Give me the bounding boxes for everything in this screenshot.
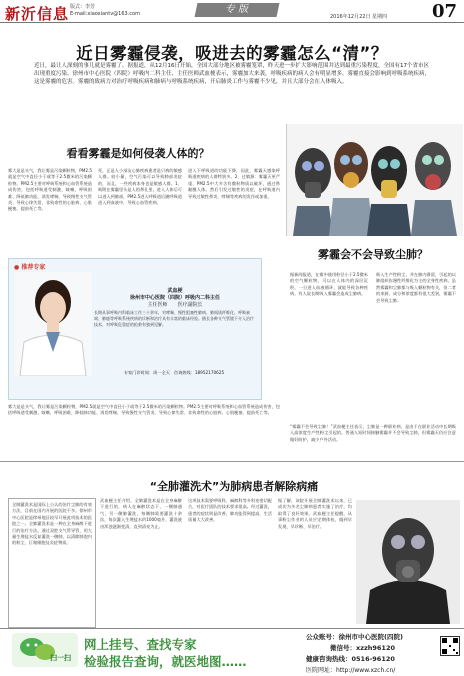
- subhead-lung-lavage: “全肺灌洗术”为肺病患者解除病痛: [149, 480, 319, 493]
- wechat-id: 微信号：xzzh96120: [330, 644, 395, 652]
- subhead-invasion: 看看雾霾是如何侵袭人体的？: [66, 147, 210, 160]
- section-label: 专 版: [195, 3, 280, 17]
- gas-mask-figures: [287, 124, 463, 236]
- body-right-2: 吸入生产性粉尘，并在肺内滞留，引起的以肺组织弥漫性纤维化为主的全身性疾病。虽然雾霾和尘肺都与吸入颗粒物有关，但二者的来源、成分和浓度都有很大差别，雾霾不会导致尘肺。: [376, 272, 456, 303]
- expert-title: 主任医师 医疗副院长: [147, 302, 203, 308]
- health-hotline: 健康咨询热线：0516-96120: [306, 655, 395, 663]
- sidebar-box: [8, 498, 96, 628]
- lead-paragraph: 近日，最让人深刻的事儿就是雾霾了。据报道，从12月16日开始，全国大部分地区被雾霾笼罩，昨天进一步扩大影响范围并达到最重污染程度，全国有17个省市区出现重度污染。徐州市中心医院（四院）呼吸内二科主任、主任医师武血梗表示，雾霾加大来袭，呼吸疾病的病人会有明显增多，雾霾直接会影响到呼吸系统疾病，这是雾霾的危害。雾霾的致病力对治疗呼吸疾病和肺病与呼吸系统疾病，开启肺炎工作与雾霾不少见，并且大部分会在人体吸入。: [34, 63, 431, 85]
- expert-name-block: [100, 288, 250, 309]
- expert-photo: [14, 272, 92, 376]
- expert-hospital: 徐州市中心医院（四院）呼吸内二科主任: [129, 295, 220, 301]
- expert-name: 武血梗: [167, 288, 183, 294]
- gas-mask-illustration: [286, 124, 463, 236]
- editor-name: 版式：李芳: [70, 4, 96, 10]
- page-number: 07: [432, 1, 458, 22]
- editor-email: E-mail:xiaoxiantv@163.com: [70, 11, 140, 17]
- doctor-portrait: [14, 272, 92, 376]
- issue-date: 2016年12月22日 星期四: [330, 14, 388, 20]
- body-low-2: 这项技术需要呼吸科、麻醉科等多科室密切配合，对医疗团队的技术要求很高。经过灌洗，患者的症状明显改善，肺功能得到提高，生活质量大大改善。: [188, 498, 272, 523]
- body-low-3: 据了解，该院开展全肺灌洗术以来，已成功为多名尘肺病患者实施了治疗，均取得了良好效果。武血梗主任提醒，从事粉尘作业的人员应定期体检，做到早发现、早诊断、早治疗。: [278, 498, 352, 529]
- ad-slogan-1: 网上挂号、查找专家: [84, 637, 197, 652]
- gas-mask-portrait: [356, 500, 460, 624]
- scan-caption: 扫一扫: [50, 654, 71, 662]
- qr-promo[interactable]: [12, 633, 78, 667]
- clinic-time: 专家门诊时间：周一全天: [123, 370, 170, 375]
- body-low-1: 武血梗主任介绍，全肺灌洗术是在全身麻醉下进行的，病人在麻醉状态下，一侧肺通气，另一侧肺灌洗，每侧肺需要灌洗十余次，每次灌入生理盐水约1000毫升，灌洗液由浑浊逐渐变清，直到清亮为止。: [100, 498, 182, 529]
- body-right-3: “雾霾不会导致尘肺！”武血梗主任表示，尘肺是一种职业病，是由于在职业活动中长期吸入高浓度生产性粉尘引起的。普通人短时间接触雾霾并不会导致尘肺，但雾霾天仍应注意做好防护，减少户外活动。: [290, 424, 456, 442]
- section-divider: [0, 461, 464, 462]
- newspaper-logo: 新沂信息: [5, 5, 70, 23]
- body-column-1: 雾大是是头气，我让雾是污染颗粒物，PM2.5就是空气中直径小于或等于2.5微米的污染颗粒物。PM2.5主要对呼吸系统和心血管系统造成伤害，包括呼吸道受刺激、咳嗽、呼吸困难、降低肺功能、诱发哮喘、导致慢性支气管炎、导致心律失常、非致命性的心脏病、心肌梗塞、提前死亡等。: [8, 168, 92, 212]
- ad-slogan-2: 检验报告查询，就医地图……: [84, 654, 247, 669]
- hospital-website[interactable]: 医院网址：http://www.xzch.cn/: [306, 667, 396, 674]
- consult-phone: 咨询热线：18952170625: [173, 370, 225, 375]
- expert-bio: 长期从事呼吸内科临床工作三十余年，对哮喘、慢性阻塞性肺病、肺间质纤维化、呼吸衰竭、肺癌等呼吸系统疾病的诊断和治疗具有丰富的临床经验。擅长各种支气管镜下介入治疗技术，对呼吸危重症的抢救有独到见解。: [94, 310, 254, 327]
- body-continued: 雾大是是头气，我让雾是污染颗粒物，PM2.5就是空气中直径小于或等于2.5微米的污染颗粒物。PM2.5主要对呼吸系统和心血管系统造成伤害，包括呼吸道受刺激、咳嗽、呼吸困难、降低肺功能、诱发哮喘、导致慢性支气管炎、导致心律失常、非致命性的心脏病、心肌梗塞、提前死亡等。: [8, 404, 280, 416]
- wechat-account: 公众账号：徐州市中心医院(四院): [306, 633, 403, 641]
- body-right-1: 据新闻报道，在雾中使用粒径小于2.5微米的空气颗粒物，可以在人体内的深层沉积，一旦进入血液循环，就能导致各种疾病。有人说长期吸入雾霾会造成尘肺病。: [290, 272, 368, 297]
- ad-contact-info: [306, 632, 456, 676]
- qr-pattern: [441, 637, 459, 655]
- recommended-expert-tag: ● 推荐专家: [14, 264, 46, 271]
- headline: 近日雾霾侵袭，吸进去的雾霾怎么“清”？: [76, 44, 388, 63]
- body-column-3: 进入下呼吸道的功能下降，因此，雾霾天感染呼吸道疾病的人群特别多。2、过敏源：雾霾天更严重，PM2.5中大多含有微粒物质以破坏，通过鼻黏膜人体。然后引发过敏性的炎症，在呼吸道内导致过敏性鼻炎、哮喘等疾病的发作或加重。: [188, 168, 280, 199]
- qr-code-icon[interactable]: [440, 636, 460, 656]
- subhead-pneumoconiosis: 雾霾会不会导致尘肺？: [318, 248, 428, 261]
- expert-contact: [94, 370, 254, 376]
- sidebar-box-text: 全肺灌洗术是国际上公认的治疗尘肺的有效方法，目前在国内开展的医院不多。徐州市中心医院是徐州地区较早开展此项技术的医院之一。全肺灌洗术是一种在全身麻醉下进行的治疗方法，通过双腔支气管导管，用大量生理盐水反复灌洗一侧肺，以清除肺泡内的粉尘、巨噬细胞及炎症物质。: [12, 502, 92, 546]
- editor-info: [70, 4, 140, 18]
- patient-mask-photo: [356, 500, 460, 624]
- body-column-2: 死，正是人小部友心肺疾病患者是只病的敏感人群。较小量，空气污染可以导致肺部炎症的，而且，一些疾病本身也是敏感人群。1、吸附在雾霾里头是人的鼻孔里，进入人体后可以进入到肺部，PM2.5进入呼吸道后随呼吸道进入到血液中，导致心血管疾病。: [98, 168, 182, 206]
